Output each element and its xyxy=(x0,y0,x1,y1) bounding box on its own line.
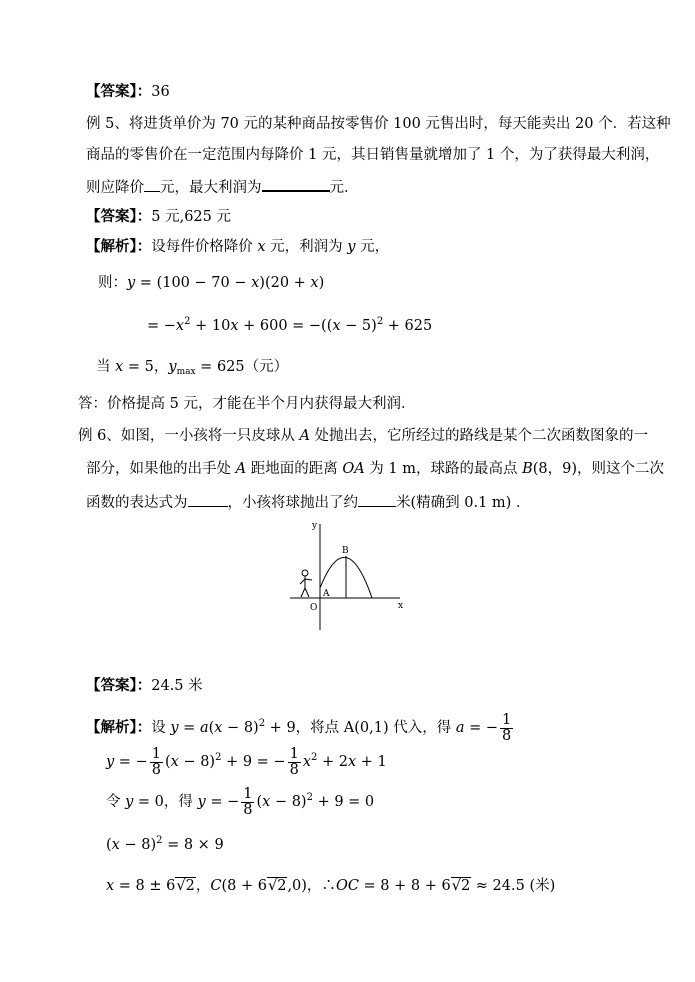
point-b-label: B xyxy=(342,546,349,556)
answer-line-2: 【答案】：5 元,625 元 xyxy=(86,208,231,225)
solution6-eq-2: 令 y = 0，得 y = − $\frac{1}{8}$ $(x - 8)^2 + 9 = 0$ xyxy=(106,785,375,818)
conclusion-line: 答：价格提高 5 元，才能在半个月内获得最大利润． xyxy=(78,396,416,412)
answer-blank xyxy=(188,492,228,507)
example5-line-3: 则应降价 元，最大利润为 元． xyxy=(86,176,359,198)
solution6-line-1: 【解析】：设 $y = a(x - 8)^2 + 9$，将点 A(0,1) 代入，得 a = − $\frac{1}{8}$ xyxy=(86,711,512,744)
solution-eq-1: 则：y = (100 − 70 − x)(20 + x) xyxy=(98,275,325,291)
answer-line-1 xyxy=(86,82,170,102)
solution6-eq-3: $(x - 8)^2 = 8 \times 9$ xyxy=(106,835,224,853)
solution-line-1: 【解析】：设每件价格降价 x 元，利润为 y 元， xyxy=(86,238,390,255)
example5-line-1: 例 5、将进货单价为 70 元的某种商品按零售价 100 元售出时，每天能卖出 20 个．若这种 xyxy=(86,116,671,132)
origin-label: O xyxy=(310,603,318,613)
y-axis-label: y xyxy=(312,521,318,531)
point-a-label: A xyxy=(323,589,330,599)
answer-value: 36 xyxy=(151,84,170,100)
x-axis-label: x xyxy=(398,601,404,611)
example5-line-2: 商品的零售价在一定范围内每降价 1 元，其日销售量就增加了 1 个，为了获得最大利润， xyxy=(86,147,660,163)
child-icon xyxy=(300,570,312,597)
solution-eq-3: 当 x = 5，$y_{max} = 625$（元） xyxy=(96,359,289,377)
example6-line-2: 部分，如果他的出手处 A 距地面的距离 OA 为 1 m，球路的最高点 B(8，9)，则这个二次 xyxy=(86,461,665,477)
answer-label: 【答案】： xyxy=(86,83,152,100)
answer-blank xyxy=(358,492,396,507)
solution6-eq-4: x = 8 ± 6√2，C(8 + 6√2,0)，∴OC = 8 + 8 + 6√2 ≈ 24.5 (米) xyxy=(106,878,556,894)
example6-line-1: 例 6、如图，一小孩将一只皮球从 A 处抛出去，它所经过的路线是某个二次函数图象的一 xyxy=(78,428,649,444)
parabola-figure xyxy=(288,516,408,634)
example6-line-3: 函数的表达式为 ，小孩将球抛出了约 米(精确到 0.1 m) ． xyxy=(86,492,530,513)
answer-line-3: 【答案】：24.5 米 xyxy=(86,677,203,694)
answer-blank xyxy=(144,177,160,192)
answer-blank xyxy=(262,176,330,192)
fraction-one-eighth: $\frac{1}{8}$ xyxy=(502,711,512,744)
solution-eq-2: = $-x^2 + 10x + 600 = -((x - 5)^2 + 625$ xyxy=(147,316,433,334)
solution6-eq-1: y = − $\frac{1}{8}$ $(x - 8)^2 + 9$ = − $\frac{1}{8}$ $x^2 + 2x + 1$ xyxy=(106,745,387,778)
sqrt-two: √2 xyxy=(176,878,195,894)
